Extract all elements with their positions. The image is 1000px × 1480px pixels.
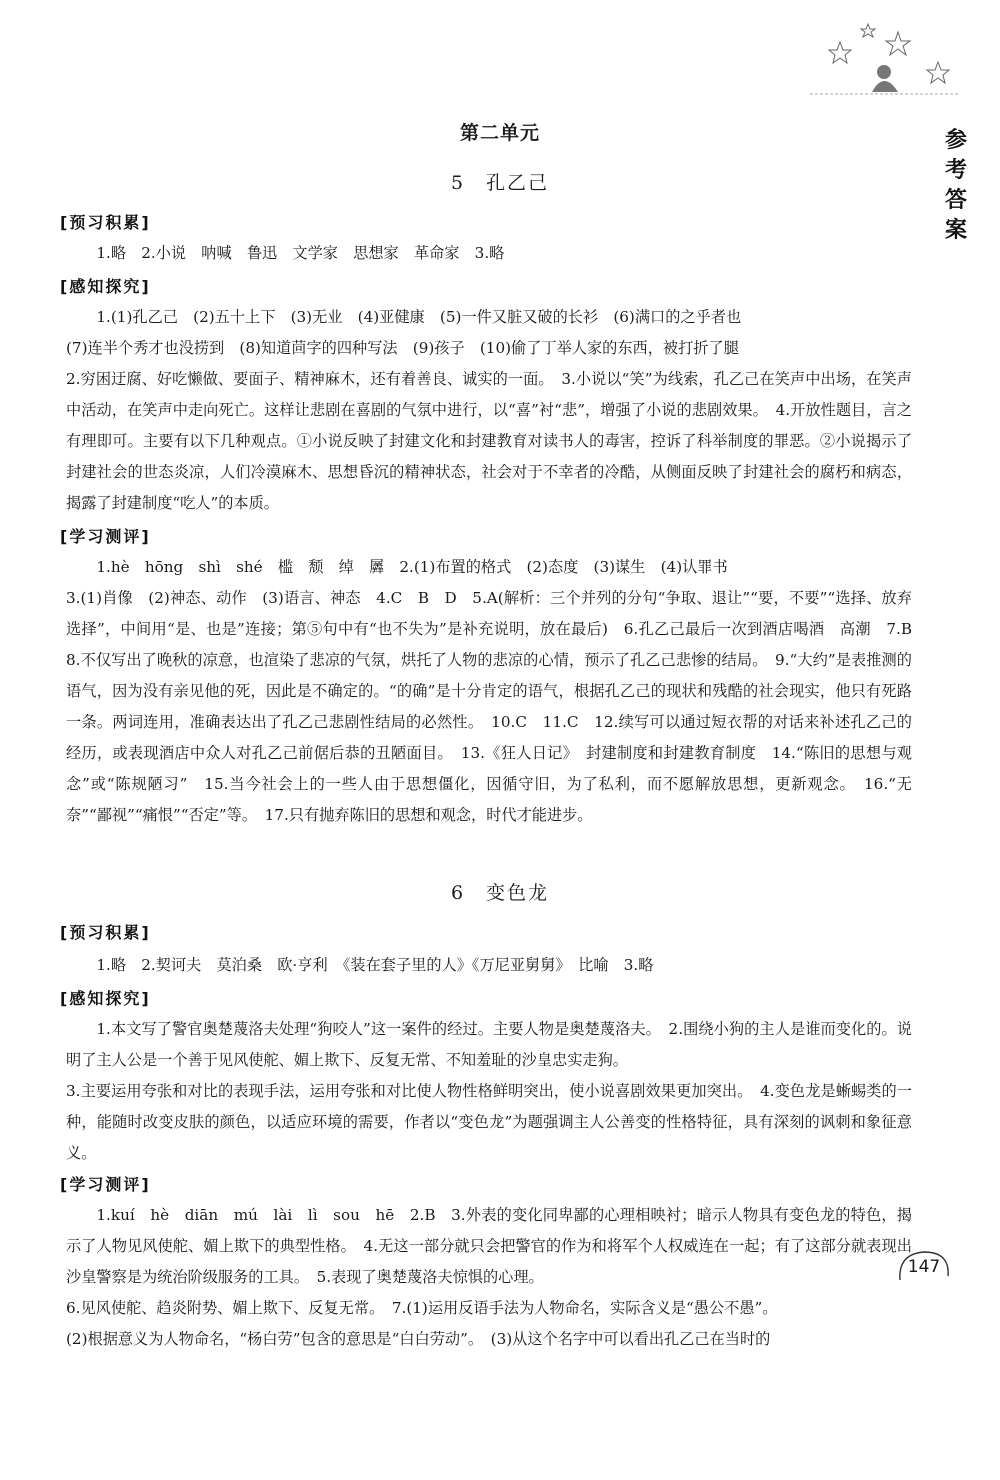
side-tab-char: 参 bbox=[944, 127, 967, 153]
page-number-text: 147 bbox=[907, 1257, 941, 1277]
section-label: [预习积累] bbox=[60, 213, 151, 232]
answer-paragraph: 3.主要运用夸张和对比的表现手法，运用夸张和对比使人物性格鲜明突出，使小说喜剧效果更加突出。 4.变色龙是蜥蜴类的一种，能随时改变皮肤的颜色，以适应环境的需要，作者以“变色龙”为题强调主人公善变的性格特征，具有深刻的讽刺和象征意义。 bbox=[66, 1082, 912, 1162]
section-label: [感知探究] bbox=[60, 989, 151, 1008]
answer-paragraph: 3.(1)肖像 (2)神态、动作 (3)语言、神态 4.C B D 5.A(解析：三个并列的分句“争取、退让”“要，不要”“选择、放弃选择”，中间用“是、也是”连接；第⑤句中有“也不失为”是补充说明，放在最后) 6.孔乙己最后一次到酒店喝酒 高潮 7.B 8.不仅写出了晚秋的凉意，也渲染了悲凉的气氛，烘托了人物的悲凉的心情，预示了孔乙己悲惨的结局。 9.“大约”是表推测的语气，因为没有亲见他的死，因此是不确定的。“的确”是十分肯定的语气，根据孔乙己的现状和残酷的社会现实，他只有死路一条。两词连用，准确表达出了孔乙己悲剧性结局的必然性。 10.C 11.C 12.续写可以通过短衣帮的对话来补述孔乙己的经历，或表现酒店中众人对孔乙己前倨后恭的丑陋面目。 13.《狂人日记》 封建制度和封建教育制度 14.“陈旧的思想与观念”或“陈规陋习” 15.当今社会上的一些人由于思想僵化，因循守旧，为了私利，而不愿解放思想，更新观念。 16.“无奈”“鄙视”“痛恨”“否定”等。 17.只有抛弃陈旧的思想和观念，时代才能进步。 bbox=[66, 589, 928, 824]
answer-paragraph: 1.本文写了警官奥楚蔑洛夫处理“狗咬人”这一案件的经过。主要人物是奥楚蔑洛夫。 2.围绕小狗的主人是谁而变化的。说明了主人公是一个善于见风使舵、媚上欺下、反复无常、不知羞耻的沙皇忠实走狗。 bbox=[66, 1020, 912, 1069]
section-label: [学习测评] bbox=[60, 1175, 151, 1194]
answer-paragraph: 1.略 2.契诃夫 莫泊桑 欧·亨利 《装在套子里的人》《万尼亚舅舅》 比喻 3.略 bbox=[96, 956, 654, 974]
section-label: [预习积累] bbox=[60, 923, 151, 942]
star-icon bbox=[829, 42, 851, 63]
side-tab-char: 考 bbox=[944, 157, 967, 183]
answer-paragraph: 1.略 2.小说 呐喊 鲁迅 文学家 思想家 革命家 3.略 bbox=[96, 244, 505, 262]
star-icon bbox=[927, 62, 949, 83]
page-number bbox=[900, 1252, 948, 1282]
answer-paragraph: (2)根据意义为人物命名，“杨白劳”包含的意思是“白白劳动”。 (3)从这个名字中可以看出孔乙己在当时的 bbox=[66, 1330, 771, 1348]
section-body bbox=[66, 1014, 912, 1169]
section-label: [学习测评] bbox=[60, 527, 151, 546]
section-body bbox=[66, 238, 912, 269]
corner-illustration bbox=[810, 12, 960, 102]
section-body bbox=[66, 302, 912, 519]
answer-paragraph: 1.kuí hè diān mú lài lì sou hē 2.B 3.外表的变化同卑鄙的心理相映衬；暗示人物具有变色龙的特色，揭示了人物见风使舵、媚上欺下的典型性格。 4.无这一部分就只会把警官的作为和将军个人权威连在一起；有了这部分就表现出沙皇警察是为统治阶级服务的工具。 5.表现了奥楚蔑洛夫惊惧的心理。 bbox=[66, 1206, 912, 1286]
answer-paragraph: 1.(1)孔乙己 (2)五十上下 (3)无业 (4)亚健康 (5)一件又脏又破的长衫 (6)满口的之乎者也 bbox=[96, 308, 742, 326]
side-tab-char: 答 bbox=[944, 187, 967, 213]
side-tab-char: 案 bbox=[944, 217, 967, 243]
section-body bbox=[66, 950, 912, 981]
section-label: [感知探究] bbox=[60, 277, 151, 296]
lesson-title: 5 孔乙己 bbox=[450, 172, 550, 194]
unit-title: 第二单元 bbox=[459, 122, 540, 144]
star-icon bbox=[886, 32, 910, 55]
section-body bbox=[66, 552, 928, 831]
answer-paragraph: 1.hè hōng shì shé 槛 颓 绰 羼 2.(1)布置的格式 (2)态度 (3)谋生 (4)认罪书 bbox=[96, 558, 728, 576]
answer-paragraph: 6.见风使舵、趋炎附势、媚上欺下、反复无常。 7.(1)运用反语手法为人物命名，实际含义是“愚公不愚”。 bbox=[66, 1299, 778, 1317]
lesson-title: 6 变色龙 bbox=[450, 882, 550, 904]
star-icon bbox=[861, 24, 875, 37]
answer-paragraph: 2.穷困迂腐、好吃懒做、要面子、精神麻木，还有着善良、诚实的一面。 3.小说以“笑”为线索，孔乙己在笑声中出场，在笑声中活动，在笑声中走向死亡。这样让悲剧在喜剧的气氛中进行，以“喜”衬“悲”，增强了小说的悲剧效果。 4.开放性题目，言之有理即可。主要有以下几种观点。①小说反映了封建文化和封建教育对读书人的毒害，控诉了科举制度的罪恶。②小说揭示了封建社会的世态炎凉，人们冷漠麻木、思想昏沉的精神状态，社会对于不幸者的冷酷，从侧面反映了封建社会的腐朽和病态，揭露了封建制度“吃人”的本质。 bbox=[66, 370, 912, 512]
section-body bbox=[66, 1200, 912, 1355]
answer-paragraph: (7)连半个秀才也没捞到 (8)知道茴字的四种写法 (9)孩子 (10)偷了丁举人家的东西，被打折了腿 bbox=[66, 339, 739, 357]
